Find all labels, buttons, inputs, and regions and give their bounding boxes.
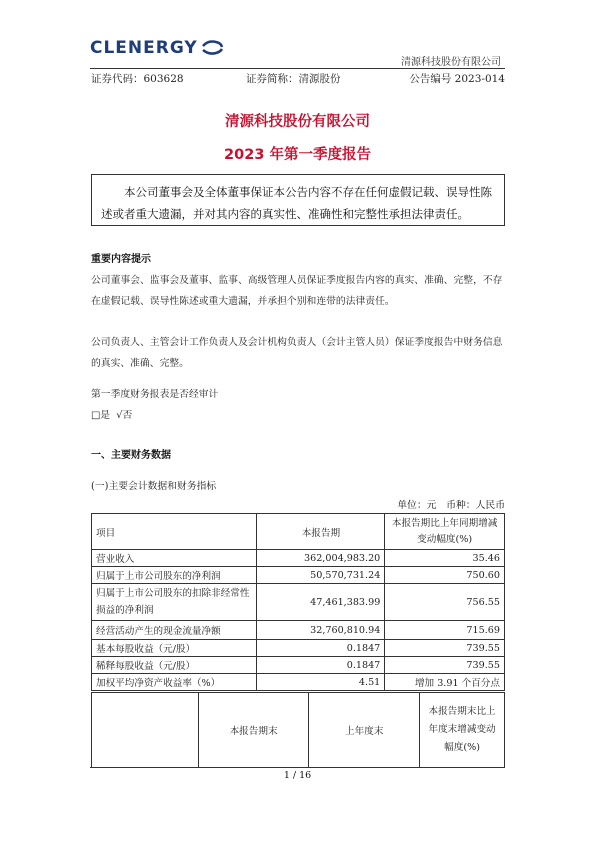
board-notice-box: 本公司董事会及全体董事保证本公告内容不存在任何虚假记载、误导性陈述或者重大遗漏，并对其内容的真实性、准确性和完整性承担法律责任。: [91, 174, 505, 226]
row-current: 32,760,810.94: [257, 621, 385, 640]
header-current: 本报告期: [257, 514, 385, 550]
row-change: 750.60: [385, 567, 505, 584]
financial-data-table: [91, 513, 505, 691]
balance-header-current: 本报告期末: [198, 693, 309, 768]
balance-header-blank: [92, 693, 199, 768]
balance-sheet-table: [91, 692, 505, 768]
section-1-heading: 一、主要财务数据: [91, 450, 171, 461]
row-current: 50,570,731.24: [257, 567, 385, 584]
table-row: [92, 621, 505, 640]
page-number: 1 / 16: [283, 770, 312, 781]
header-change: 本报告期比上年同期增减变动幅度(%): [385, 514, 505, 550]
row-current: 362,004,983.20: [257, 550, 385, 567]
row-item: 归属于上市公司股东的扣除非经常性损益的净利润: [92, 584, 257, 621]
row-item: 加权平均净资产收益率（%）: [92, 674, 257, 691]
row-current: 0.1847: [257, 640, 385, 657]
stock-code: 证券代码：603628: [91, 73, 184, 85]
row-item: 基本每股收益（元/股）: [92, 640, 257, 657]
important-para-2: 公司负责人、主管会计工作负责人及会计机构负责人（会计主管人员）保证季度报告中财务信息的真实、准确、完整。: [91, 337, 503, 369]
row-change: 739.55: [385, 657, 505, 674]
balance-header-prior: 上年度末: [309, 693, 420, 768]
important-heading: 重要内容提示: [91, 254, 151, 265]
important-para-1: 公司董事会、监事会及董事、监事、高级管理人员保证季度报告内容的真实、准确、完整，不存在虚假记载、误导性陈述或重大遗漏，并承担个别和连带的法律责任。: [91, 275, 503, 307]
row-item: 归属于上市公司股东的净利润: [92, 567, 257, 584]
table-row: [92, 584, 505, 621]
audit-question: 第一季度财务报表是否经审计: [91, 389, 219, 400]
header-company-name: 清源科技股份有限公司: [401, 57, 501, 68]
row-change: 739.55: [385, 640, 505, 657]
table-header-row: [92, 514, 505, 550]
table-row: [92, 657, 505, 674]
row-current: 4.51: [257, 674, 385, 691]
section-1-subheading: (一)主要会计数据和财务指标: [91, 481, 217, 492]
row-current: 47,461,383.99: [257, 584, 385, 621]
header-divider: [90, 68, 505, 69]
table-header-row: [92, 693, 505, 768]
row-item: 稀释每股收益（元/股）: [92, 657, 257, 674]
audit-yes-option: □是: [91, 410, 111, 421]
balance-header-change: 本报告期末比上年度末增减变动幅度(%): [420, 693, 505, 768]
audit-no-option: √否: [116, 410, 133, 421]
row-item: 经营活动产生的现金流量净额: [92, 621, 257, 640]
logo-text: CLENERGY: [90, 38, 198, 58]
row-change: 756.55: [385, 584, 505, 621]
table-row: [92, 550, 505, 567]
row-change: 35.46: [385, 550, 505, 567]
logo-swirl-icon: [200, 39, 224, 57]
report-title: 清源科技股份有限公司: [225, 114, 370, 130]
report-subtitle: 2023 年第一季度报告: [224, 147, 371, 163]
footer-divider: [90, 767, 505, 768]
announcement-number: 公告编号 2023-014: [409, 73, 505, 85]
unit-label: 单位：元 币种：人民币: [397, 500, 505, 511]
row-item: 营业收入: [92, 550, 257, 567]
audit-answer: [91, 407, 132, 421]
row-change: 增加 3.91 个百分点: [385, 674, 505, 691]
stock-name: 证券简称：清源股份: [246, 73, 341, 85]
row-change: 715.69: [385, 621, 505, 640]
company-logo: [90, 38, 224, 58]
table-row: [92, 674, 505, 691]
table-row: [92, 567, 505, 584]
row-current: 0.1847: [257, 657, 385, 674]
table-row: [92, 640, 505, 657]
header-item: 项目: [92, 514, 257, 550]
